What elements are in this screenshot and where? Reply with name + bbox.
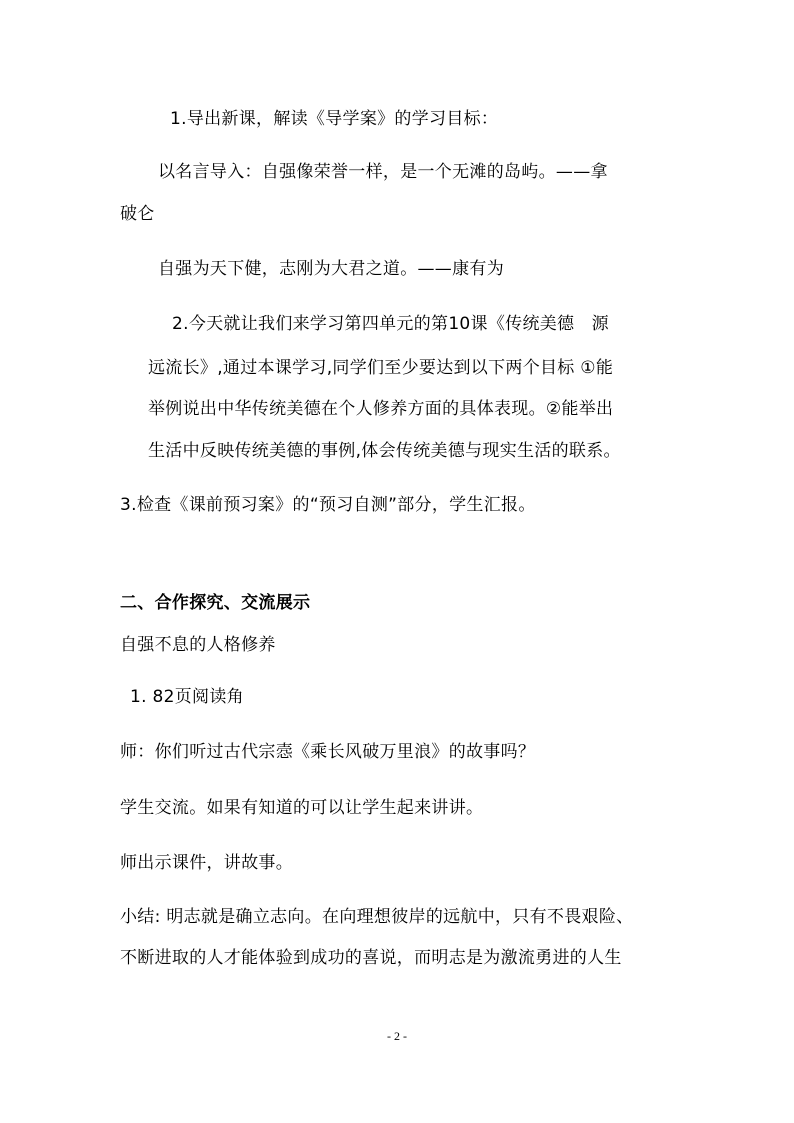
quote-napoleon-line2: 破仑	[120, 204, 155, 224]
preview-check: 3.检查《课前预习案》的“预习自测”部分，学生汇报。	[120, 495, 536, 515]
topic-self-improvement: 自强不息的人格修养	[120, 635, 276, 655]
quote-napoleon-line1: 以名言导入：自强像荣誉一样，是一个无滩的岛屿。——拿	[158, 162, 608, 182]
lesson-goals-line1: 2.今天就让我们来学习第四单元的第10课《传统美德 源	[172, 314, 609, 334]
student-exchange: 学生交流。如果有知道的可以让学生起来讲讲。	[120, 798, 484, 818]
reading-corner-item: 1. 82页阅读角	[130, 687, 244, 707]
lesson-goals-line4: 生活中反映传统美德的事例,体会传统美德与现实生活的联系。	[148, 441, 621, 461]
objective-intro: 1.导出新课，解读《导学案》的学习目标：	[170, 109, 499, 129]
teacher-story: 师出示课件，讲故事。	[120, 853, 293, 873]
summary-line1: 小结: 明志就是确立志向。在向理想彼岸的远航中，只有不畏艰险、	[120, 907, 634, 927]
teacher-question: 师：你们听过古代宗悫《乘长风破万里浪》的故事吗？	[120, 742, 536, 762]
lesson-goals-line3: 举例说出中华传统美德在个人修养方面的具体表现。②能举出	[148, 399, 614, 419]
section-heading: 二、合作探究、交流展示	[120, 593, 311, 613]
lesson-goals-line2: 远流长》,通过本课学习,同学们至少要达到以下两个目标 ①能	[148, 358, 614, 378]
page-number: - 2 -	[387, 1029, 407, 1043]
quote-kang-youwei: 自强为天下健，志刚为大君之道。——康有为	[158, 259, 504, 279]
summary-line2: 不断进取的人才能体验到成功的喜说，而明志是为激流勇进的人生	[120, 948, 622, 968]
